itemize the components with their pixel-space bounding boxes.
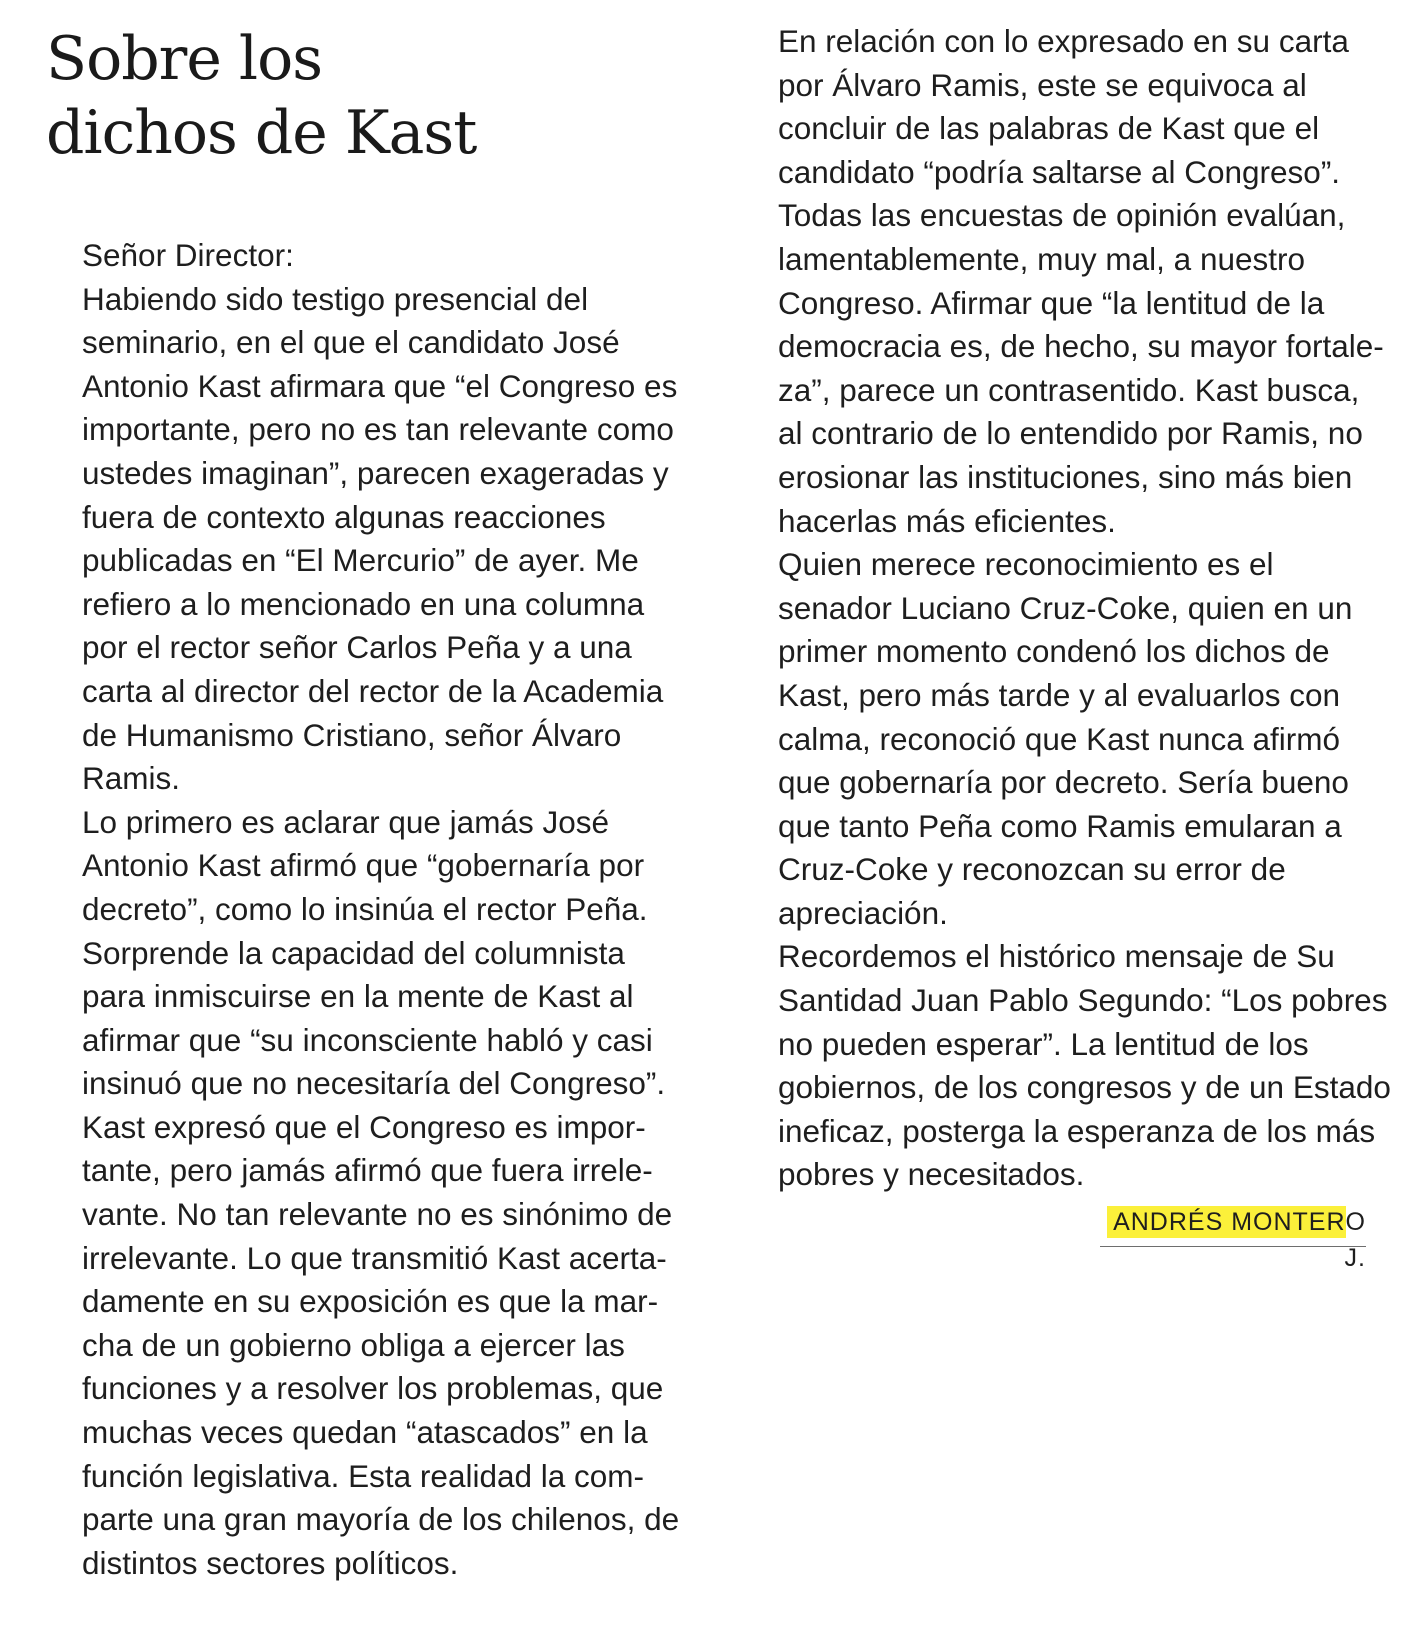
text-line: Todas las encuestas de opinión evalúan, <box>778 197 1346 234</box>
text-line: decreto”, como lo insinúa el rector Peña. <box>82 890 648 927</box>
text-line: publicadas en “El Mercurio” de ayer. Me <box>82 542 639 579</box>
text-line: Habiendo sido testigo presencial del <box>82 280 589 317</box>
text-line: cha de un gobierno obliga a ejercer las <box>82 1326 625 1363</box>
text-line: para inmiscuirse en la mente de Kast al <box>82 978 634 1015</box>
text-line: carta al director del rector de la Academia <box>82 672 664 709</box>
paragraph-6 <box>742 935 1391 1197</box>
text-line: candidato “podría saltarse al Congreso”. <box>778 153 1341 190</box>
text-line: Sorprende la capacidad del columnista <box>82 934 625 971</box>
text-line: ineficaz, posterga la esperanza de los más <box>778 1112 1376 1149</box>
text-line: Ramis. <box>82 760 181 797</box>
signature-highlight: ANDRÉS MONTER <box>1107 1206 1345 1238</box>
text-line: por el rector señor Carlos Peña y a una <box>82 629 632 666</box>
text-line: damente en su exposición es que la mar- <box>82 1283 659 1320</box>
paragraph-4 <box>742 20 1384 543</box>
text-line: afirmar que “su inconsciente habló y casi <box>82 1021 653 1058</box>
text-line: muchas veces quedan “atascados” en la <box>82 1414 648 1451</box>
signature-block <box>1100 1200 1366 1272</box>
signature-rest: O J. <box>1344 1208 1366 1272</box>
right-column <box>742 20 1391 1197</box>
text-line: apreciación. <box>778 894 948 931</box>
text-line: vante. No tan relevante no es sinónimo de <box>82 1196 673 1233</box>
text-line: por Álvaro Ramis, este se equivoca al <box>778 66 1307 103</box>
text-line: que gobernaría por decreto. Sería bueno <box>778 764 1349 801</box>
paragraph-3 <box>46 1106 686 1586</box>
text-line: concluir de las palabras de Kast que el <box>778 110 1320 147</box>
text-line: refiero a lo mencionado en una columna <box>82 585 645 622</box>
text-line: no pueden esperar”. La lentitud de los <box>778 1025 1309 1062</box>
text-line: hacerlas más eficientes. <box>778 502 1116 539</box>
text-line: funciones y a resolver los problemas, que <box>82 1370 664 1407</box>
paragraph-1 <box>46 278 686 801</box>
headline-line-1: Sobre los <box>46 24 322 94</box>
text-line: primer momento condenó los dichos de <box>778 633 1330 670</box>
text-line: Antonio Kast afirmó que “gobernaría por <box>82 847 645 884</box>
text-line: Antonio Kast afirmara que “el Congreso es <box>82 367 678 404</box>
text-line: pobres y necesitados. <box>778 1156 1085 1193</box>
text-line: que tanto Peña como Ramis emularan a <box>778 807 1342 844</box>
text-line: insinuó que no necesitaría del Congreso”. <box>82 1065 666 1102</box>
text-line: al contrario de lo entendido por Ramis, no <box>778 415 1363 452</box>
text-line: erosionar las instituciones, sino más bien <box>778 458 1353 495</box>
greeting <box>46 234 686 278</box>
text-line: za”, parece un contrasentido. Kast busca, <box>778 371 1360 408</box>
headline-line-2: dichos de Kast <box>46 98 477 168</box>
text-line: En relación con lo expresado en su carta <box>778 23 1349 59</box>
greeting-line: Señor Director: <box>82 237 294 273</box>
author-signature <box>1100 1204 1366 1276</box>
text-line: Santidad Juan Pablo Segundo: “Los pobres <box>778 982 1388 1019</box>
text-line: democracia es, de hecho, su mayor fortale- <box>778 328 1384 365</box>
text-line: seminario, en el que el candidato José <box>82 324 620 361</box>
text-line: tante, pero jamás afirmó que fuera irrele- <box>82 1152 653 1189</box>
text-line: Lo primero es aclarar que jamás José <box>82 803 609 840</box>
headline <box>46 22 686 170</box>
text-line: Congreso. Afirmar que “la lentitud de la <box>778 284 1325 321</box>
text-line: Kast expresó que el Congreso es impor- <box>82 1108 646 1145</box>
paragraph-5 <box>742 543 1367 935</box>
text-line: Kast, pero más tarde y al evaluarlos con <box>778 676 1341 713</box>
paragraph-2 <box>46 801 686 1106</box>
text-line: función legislativa. Esta realidad la com- <box>82 1457 645 1494</box>
text-line: de Humanismo Cristiano, señor Álvaro <box>82 716 622 753</box>
text-line: Recordemos el histórico mensaje de Su <box>778 938 1335 975</box>
text-line: Quien merece reconocimiento es el <box>778 546 1274 583</box>
text-line: gobiernos, de los congresos y de un Estado <box>778 1069 1391 1106</box>
text-line: Cruz-Coke y reconozcan su error de <box>778 851 1286 888</box>
text-line: distintos sectores políticos. <box>82 1544 459 1581</box>
text-line: importante, pero no es tan relevante como <box>82 411 674 448</box>
text-line: calma, reconoció que Kast nunca afirmó <box>778 720 1341 757</box>
text-line: parte una gran mayoría de los chilenos, de <box>82 1501 680 1538</box>
text-line: ustedes imaginan”, parecen exageradas y <box>82 454 669 491</box>
text-line: irrelevante. Lo que transmitió Kast acerta- <box>82 1239 667 1276</box>
text-line: lamentablemente, muy mal, a nuestro <box>778 240 1306 277</box>
text-line: senador Luciano Cruz-Coke, quien en un <box>778 589 1353 626</box>
left-column <box>46 234 686 1585</box>
text-line: fuera de contexto algunas reacciones <box>82 498 606 535</box>
